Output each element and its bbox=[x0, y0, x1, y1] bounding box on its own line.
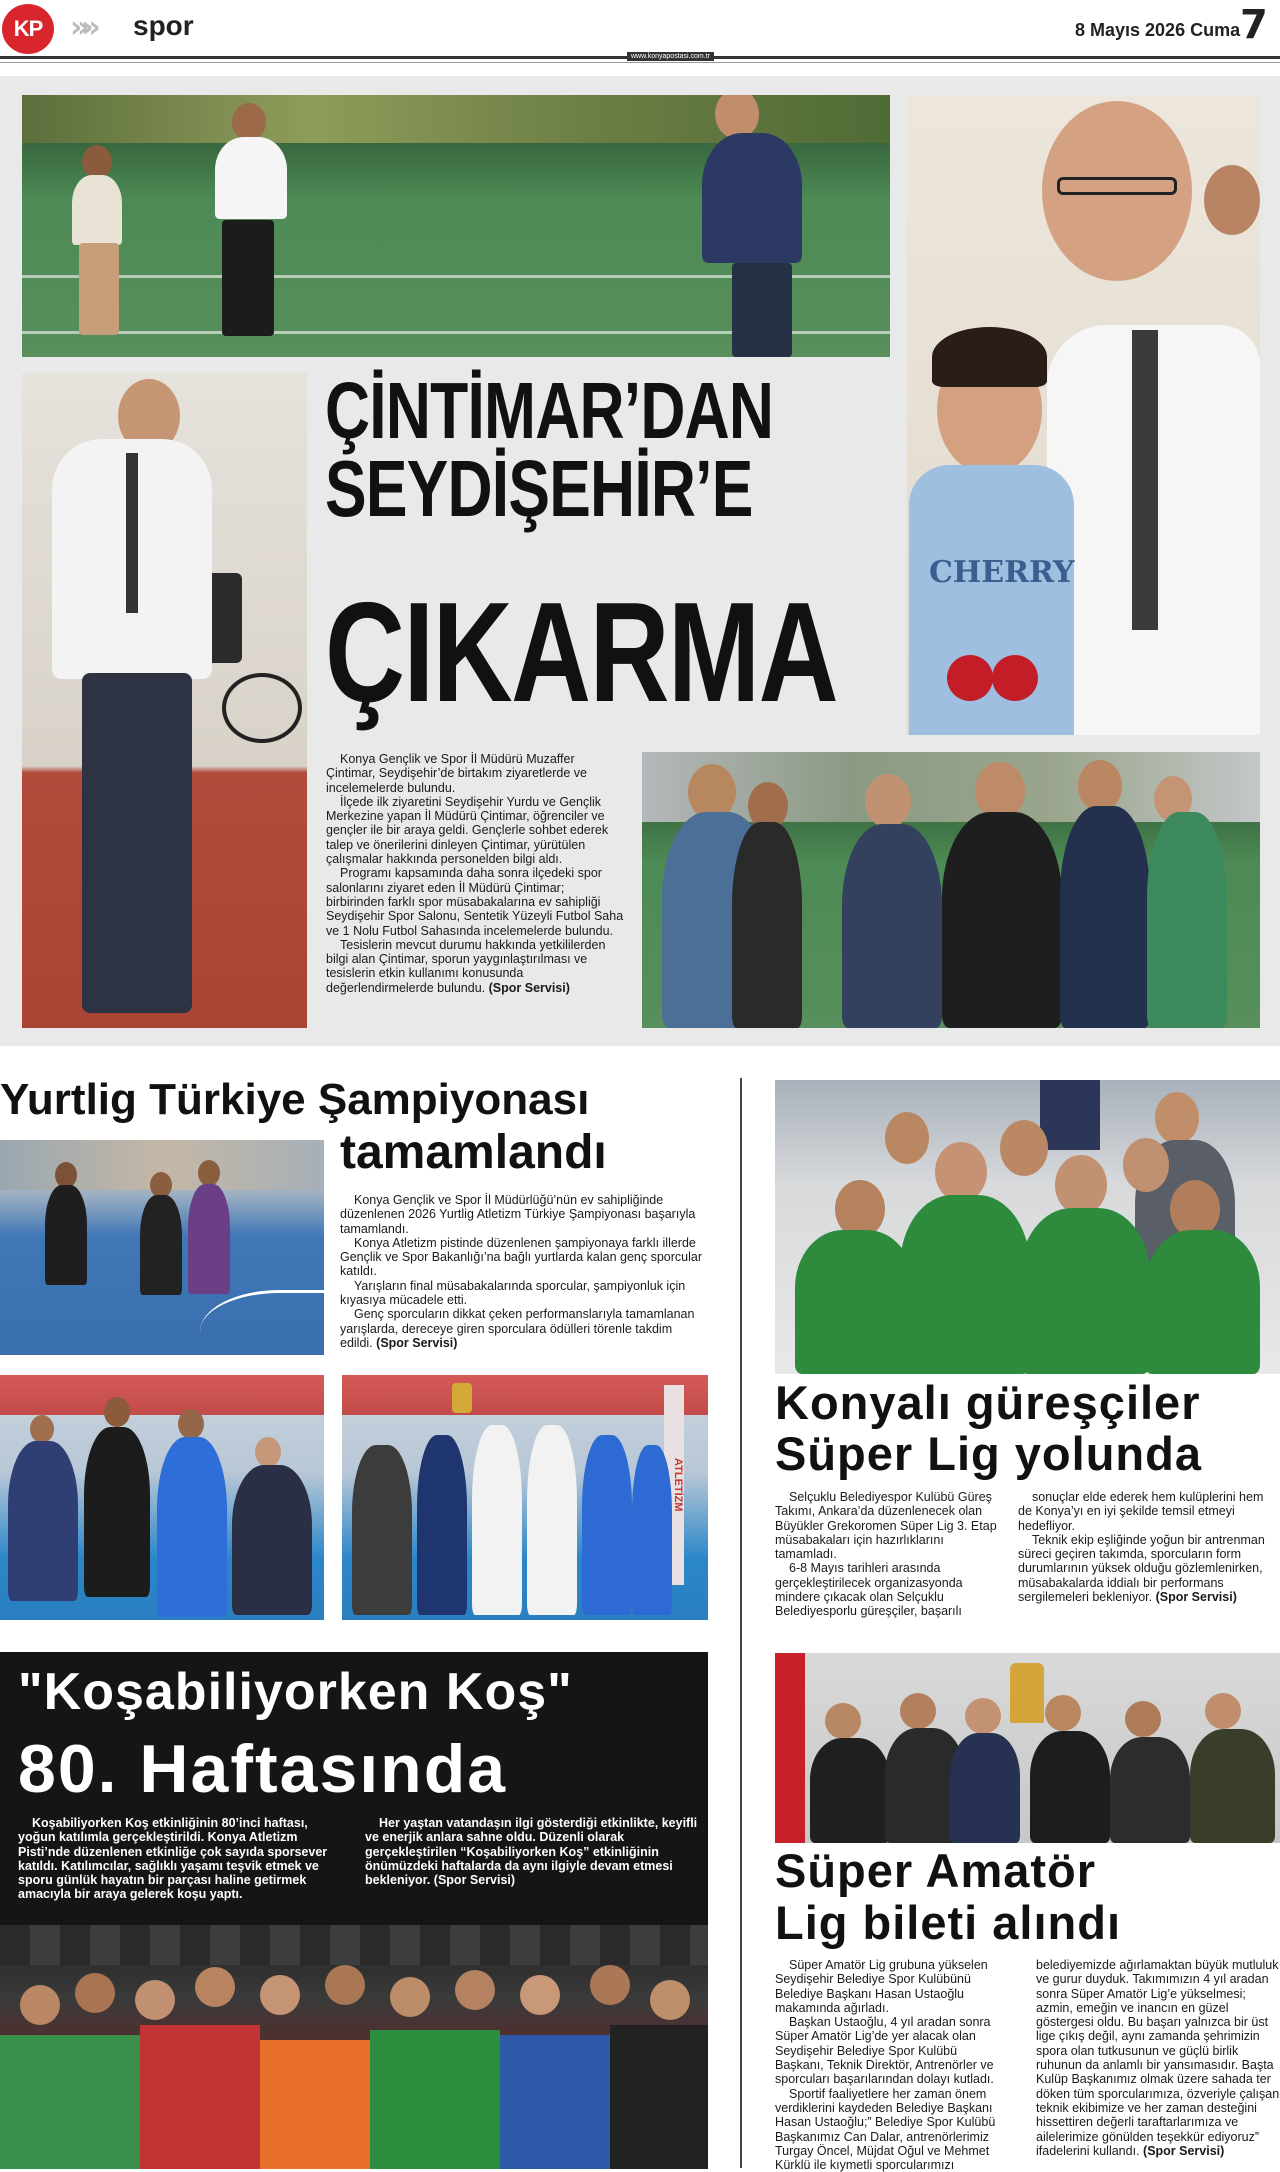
photo-football-field bbox=[22, 95, 890, 357]
photo-medal-ceremony bbox=[0, 1375, 324, 1620]
super-amator-paragraph: Süper Amatör Lig grubuna yükselen Seydişehir Belediye Spor Kulübünü Belediye Başkanı Hasan Ustaoğlu makamında ağırladı. bbox=[775, 1958, 988, 2015]
main-headline-line2: SEYDİŞEHİR’E bbox=[325, 444, 753, 534]
photo-runners-crowd bbox=[0, 1925, 708, 2169]
backdrop-banner: ATLETİZM bbox=[664, 1385, 684, 1585]
guresciler-paragraph: 6-8 Mayıs tarihleri arasında gerçekleştirilecek organizasyonda mindere çıkacak olan Selçuklu Belediyesporlu güreşçiler, başarılı bbox=[775, 1561, 963, 1619]
main-paragraph: Konya Gençlik ve Spor İl Müdürü Muzaffer Çintimar, Seydişehir’de birtakım ziyaretlerde ve incelemelerde bulundu. bbox=[326, 752, 587, 795]
guresciler-paragraph: Selçuklu Belediyespor Kulübü Güreş Takımı, Ankara’da düzenlenecek olan Büyükler Grekoromen Süper Lig 3. Etap müsabakaları için hazırlıklarını tamamladı. bbox=[775, 1490, 997, 1562]
kos-col2 bbox=[365, 1816, 700, 1887]
header-rule-thin bbox=[0, 62, 1280, 63]
cherry-shirt-text: CHERRY bbox=[929, 555, 1075, 590]
guresciler-headline-line2: Süper Lig yolunda bbox=[775, 1426, 1202, 1480]
main-paragraph: İlçede ilk ziyaretini Seydişehir Yurdu ve Gençlik Merkezine yapan İl Müdürü Çintimar, öğrenciler ve gençler ile bir araya geldi. Gençlerle sohbet ederek talep ve önerilerini dinleyen Çintimar, yürütülen çalışmalar hakkında personelden bilgi aldı. bbox=[326, 794, 609, 867]
yurtlig-paragraph: Konya Gençlik ve Spor İl Müdürlüğü’nün ev sahipliğinde düzenlenen 2026 Yurtlig Atletizm Türkiye Şampiyonası başarıyla tamamlandı. bbox=[340, 1193, 696, 1236]
kos-headline-line1: "Koşabiliyorken Koş" bbox=[18, 1663, 573, 1721]
site-url[interactable]: www.konyapostasi.com.tr bbox=[627, 52, 714, 61]
super-amator-paragraph: belediyemizde ağırlamaktan büyük mutluluk ve gurur duyduk. Takımımızın 4 yıl aradan sonra Süper Amatör Lig’e yükselmesi; azmin, emeğin ve inancın en güzel göstergesi oldu. Bu başarı yalnızca bir üst lige çıkış değil, aynı zamanda şehrimizin spora olan tutkusunun ve güçlü birlik ruhunun da anlamlı bir yansımasıdır. Başta Kulüp Başkanımız olmak üzere sahada ter döken tüm sporcularımıza, özveriyle çalışan teknik ekibimize ve her zaman desteğini hissettiren değerli taraftarlarımıza ve ailelerimize gönülden teşekkür ediyoruz” ifadelerini kullandı. (Spor Servisi) bbox=[1036, 1958, 1280, 2158]
guresciler-headline-line1: Konyalı güreşçiler bbox=[775, 1376, 1201, 1429]
super-amator-col1 bbox=[775, 1958, 1007, 2172]
super-amator-headline-line2: Lig bileti alındı bbox=[775, 1895, 1121, 1949]
yurtlig-paragraph: Yarışların final müsabakalarında sporcular, şampiyonluk için kıyasıya mücadele etti. bbox=[340, 1278, 686, 1308]
yurtlig-headline-line1: Yurtlig Türkiye Şampiyonası bbox=[0, 1075, 590, 1124]
guresciler-paragraph: sonuçlar elde ederek hem kulüplerini hem de Konya’yı en iyi şekilde temsil etmeyi hedefliyor. bbox=[1018, 1490, 1264, 1533]
guresciler-col2 bbox=[1018, 1490, 1280, 1604]
byline: (Spor Servisi) bbox=[1155, 1590, 1237, 1605]
chevron-right-icon: »» bbox=[70, 10, 93, 45]
photo-badminton bbox=[22, 373, 307, 1028]
kos-col1 bbox=[18, 1816, 348, 1902]
photo-wrestlers-team bbox=[775, 1080, 1280, 1374]
photo-trophy-team bbox=[775, 1653, 1280, 1843]
kp-logo[interactable]: KP bbox=[2, 4, 54, 54]
column-divider bbox=[740, 1078, 742, 2168]
guresciler-headline bbox=[775, 1378, 1202, 1480]
issue-date: 8 Mayıs 2026 Cuma bbox=[1075, 20, 1241, 40]
main-paragraph: Tesislerin mevcut durumu hakkında yetkililerden bilgi alan Çintimar, sporun yaygınlaştırılması ve tesislerin etkin kullanımı konusunda değerlendirmelerde bulundu. (Spor Servisi) bbox=[326, 937, 606, 995]
yurtlig-headline-line2: tamamlandı bbox=[340, 1126, 607, 1179]
guresciler-paragraph: Teknik ekip eşliğinde yoğun bir antrenman süreci geçiren takımda, sporcuların form durumlarının yüksek olduğu gözlemlenirken, müsabakalarda iddialı bir performans sergilemeleri bekleniyor. (Spor Servisi) bbox=[1018, 1532, 1265, 1605]
byline: (Spor Servisi) bbox=[488, 980, 570, 995]
guresciler-col1 bbox=[775, 1490, 1007, 1619]
super-amator-headline bbox=[775, 1845, 1121, 1948]
main-headline-line1: ÇİNTİMAR’DAN bbox=[325, 366, 774, 455]
main-story-body bbox=[326, 752, 624, 995]
kos-paragraph: Koşabiliyorken Koş etkinliğinin 80’inci haftası, yoğun katılımla gerçekleştirildi. Konya Atletizm Pisti’nde düzenlenen etkinliğe çok sayıda sporsever katıldı. Katılımcılar, sağlıklı yaşamı teşvik etmek ve sporu günlük hayatın bir parçası haline getirmek amacıyla bir araya gelerek koşu yaptı. bbox=[18, 1816, 328, 1902]
yurtlig-body bbox=[340, 1193, 708, 1350]
yurtlig-paragraph: Konya Atletizm pistinde düzenlenen şampiyonaya farklı illerde Gençlik ve Spor Bakanlığı’na bağlı yurtlarda kalan genç sporcular katıldı. bbox=[340, 1235, 703, 1279]
super-amator-paragraph: Sportif faaliyetlere her zaman önem verdiklerini kaydeden Belediye Başkanı Hasan Ustaoğlu;” Belediye Spor Kulübü Başkanımız Can Dalar, antrenörlerimiz Turgay Öncel, Müjdat Oğul ve Mehmet Kürklü ile kıymetli sporcularımızı bbox=[775, 2086, 996, 2172]
byline: (Spor Servisi) bbox=[433, 1873, 516, 1888]
yurtlig-paragraph: Genç sporcuların dikkat çeken performanslarıyla tamamlanan yarışlarda, dereceye giren sporculara ödülleri törenle takdim edildi. (Spor Servisi) bbox=[340, 1307, 695, 1350]
section-title: spor bbox=[133, 10, 194, 41]
photo-portrait-with-student bbox=[907, 95, 1260, 735]
super-amator-col2 bbox=[1036, 1958, 1280, 2158]
page-number: 7 bbox=[1240, 2, 1268, 48]
kos-paragraph: Her yaştan vatandaşın ilgi gösterdiği etkinlikte, keyifli ve enerjik anlara sahne oldu. Düzenli olarak gerçekleştirilen “Koşabiliyorken Koş” etkinliğinin önümüzdeki haftalarda da aynı ilgiyle devam etmesi bekleniyor. (Spor Servisi) bbox=[365, 1816, 698, 1888]
super-amator-headline-line1: Süper Amatör bbox=[775, 1844, 1097, 1897]
main-headline bbox=[325, 366, 774, 534]
byline: (Spor Servisi) bbox=[1143, 2143, 1225, 2158]
super-amator-paragraph: Başkan Ustaoğlu, 4 yıl aradan sonra Süper Amatör Lig’de yer alacak olan Seydişehir Belediye Spor Kulübü Başkanı, Teknik Direktör, Antrenörler ve sporcuları başarılarından dolayı kutladı. bbox=[775, 2015, 994, 2087]
photo-track-race bbox=[0, 1140, 324, 1355]
main-headline-line3: ÇIKARMA bbox=[325, 573, 838, 732]
byline: (Spor Servisi) bbox=[376, 1335, 458, 1350]
kos-headline-line2: 80. Haftasında bbox=[18, 1731, 508, 1807]
photo-women-team-trophy bbox=[342, 1375, 708, 1620]
photo-group-meeting bbox=[642, 752, 1260, 1028]
main-paragraph: Programı kapsamında daha sonra ilçedeki spor salonlarını ziyaret eden İl Müdürü Çintimar; birbirinden farklı spor müsabakalarına ev sahipliği Seydişehir Spor Salonu, Sentetik Yüzeyli Futbol Saha ve 1 Nolu Futbol Sahasında incelemelerde bulundu. bbox=[326, 866, 624, 938]
